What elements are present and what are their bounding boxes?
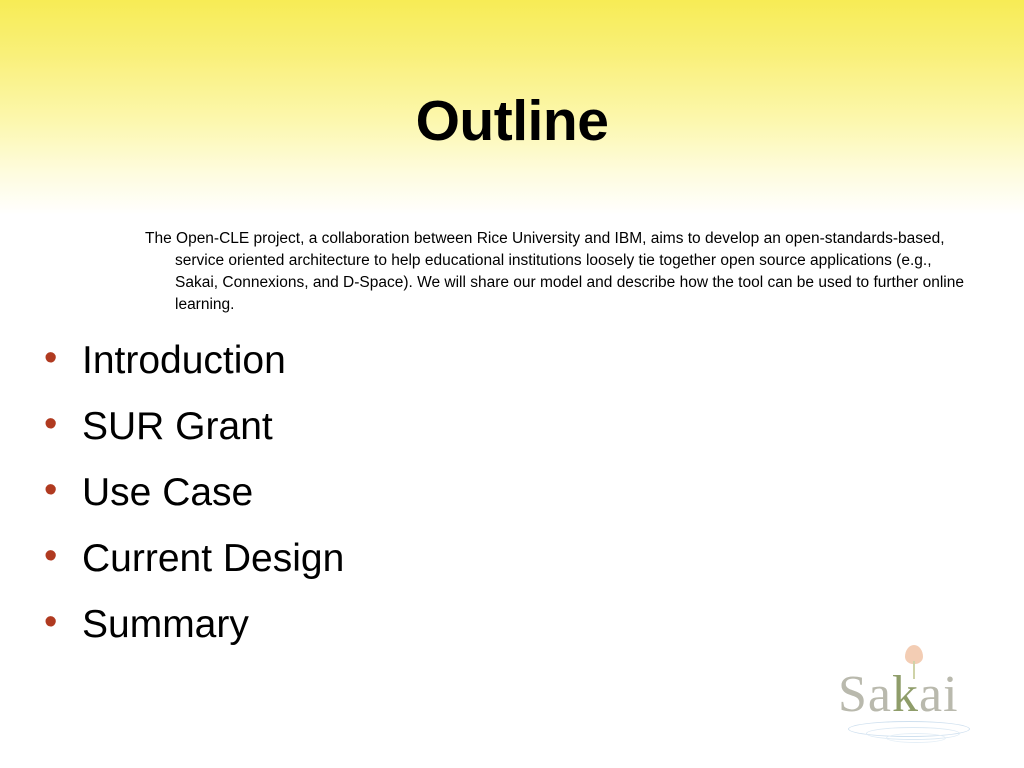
list-item [36,468,986,534]
water-ripple-icon [840,719,990,745]
intro-paragraph-text [145,228,975,316]
ripple-shape-inner [886,733,946,743]
bullet-icon: • [44,337,58,379]
bullet-label: SUR Grant [82,405,273,448]
page-title: Outline [415,89,609,153]
bullet-label: Introduction [82,339,286,382]
intro-body-text: open-standards-based, service oriented architecture to help educational institutions loosely tie together open source applications (e.g., Sakai, Connexions, and D-Space). We will share our model and describe how the tool can be used to further online learning. [175,230,964,313]
bullet-label: Current Design [82,537,345,580]
outline-bullet-list [36,336,986,666]
logo-text-part3: ai [919,666,959,723]
list-item [36,402,986,468]
bullet-icon: • [44,403,58,445]
logo-text-part1: Sa [838,666,892,723]
sakai-logo [838,645,998,755]
list-item [36,534,986,600]
bullet-label: Summary [82,603,249,646]
logo-wordmark [838,665,959,724]
bullet-icon: • [44,535,58,577]
logo-text-part2: k [892,666,919,723]
intro-lead-line: The Open-CLE project, a collaboration between Rice University and IBM, aims to develop an [145,230,781,247]
list-item [36,336,986,402]
bullet-label: Use Case [82,471,254,514]
bullet-icon: • [44,601,58,643]
bullet-icon: • [44,469,58,511]
intro-paragraph [145,228,975,316]
